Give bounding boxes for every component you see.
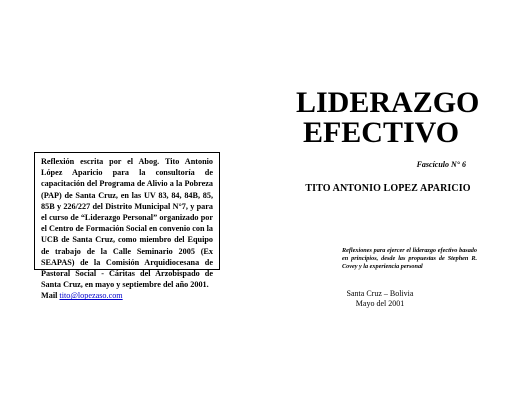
info-box-text: Reflexión escrita por el Abog. Tito Antonio López Aparicio para la consultoría de capacitación del Programa de Alivio a la Pobreza (PAP) de Santa Cruz, en las UV 83, 84, 84B, 85, 85B y 226/227 del Distrito Municipal N°7, y para el curso de “Liderazgo Personal” organizado por el Centro de Formación Social en convenio con la UCB de Santa Cruz, como miembro del Equipo de trabajo de la Calle Seminario 2005 (Ex SEAPAS) de la Comisión Arquidiocesana de Pastoral Social - Cáritas del Arzobispado de Santa Cruz, en mayo y septiembre del año 2001. bbox=[41, 157, 213, 290]
place-city: Santa Cruz – Bolivia bbox=[346, 289, 414, 298]
title-line-2: EFECTIVO bbox=[302, 116, 460, 149]
document-title bbox=[296, 86, 480, 149]
author-name: TITO ANTONIO LOPEZ APARICIO bbox=[305, 183, 471, 194]
place-and-date bbox=[330, 289, 430, 308]
info-box bbox=[34, 152, 220, 301]
reflections-subtitle: Reflexiones para ejercer el liderazgo efectivo basado en principios, desde las propuestas de Stephen R. Covey y la experiencia personal bbox=[342, 247, 477, 270]
fasciculo-number: Fascículo N° 6 bbox=[416, 160, 466, 169]
mail-link[interactable]: tito@lopezaso.com bbox=[59, 291, 123, 301]
title-line-1: LIDERAZGO bbox=[296, 86, 480, 119]
place-date: Mayo del 2001 bbox=[355, 298, 405, 308]
mail-label: Mail bbox=[41, 291, 58, 301]
mail-line bbox=[41, 290, 213, 301]
